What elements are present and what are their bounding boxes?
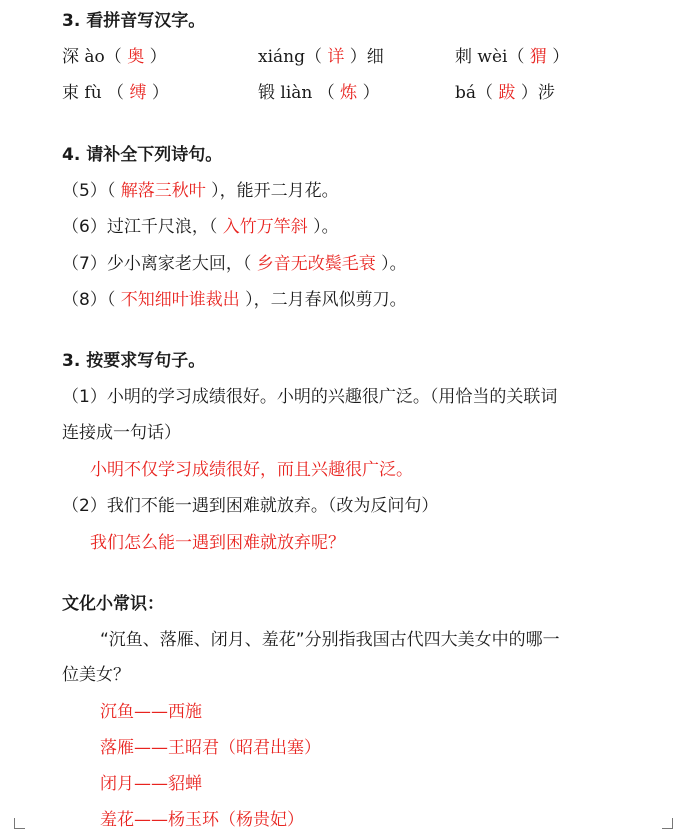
pinyin-item: xiáng（ 详 ）细 [258,47,384,67]
question-text: （2）我们不能一遇到困难就放弃。（改为反问句） [62,496,439,516]
answer-text: 奥 [127,47,145,67]
pinyin-item: 深 ào（ 奥 ） [62,47,167,67]
poem-line: （6）过江千尺浪，（ 入竹万竿斜 ）。 [62,217,339,237]
poem-line: （5）（ 解落三秋叶 ），能开二月花。 [62,181,339,201]
answer-text: 详 [327,47,345,67]
answer-text: 不知细叶谁裁出 [120,290,240,310]
answer-text: 缚 [129,83,147,103]
answer-text: 闭月——貂蝉 [100,774,202,794]
question-text: 连接成一句话） [62,423,181,443]
answer-text: 小明不仅学习成绩很好，而且兴趣很广泛。 [90,460,413,480]
page-corner-mark [14,818,25,829]
answer-text: 乡音无改鬓毛衰 [256,254,376,274]
pinyin-item: 束 fù （ 缚 ） [62,83,169,103]
page-corner-mark [662,818,673,829]
answer-text: 落雁——王昭君（昭君出塞） [100,738,321,758]
answer-text: 我们怎么能一遇到困难就放弃呢？ [90,533,345,553]
answer-text: 入竹万竿斜 [222,217,308,237]
answer-text: 解落三秋叶 [120,181,206,201]
answer-text: 跋 [498,83,516,103]
section-title-pinyin: 3. 看拼音写汉字。 [62,11,206,31]
poem-line: （8）（ 不知细叶谁裁出 ），二月春风似剪刀。 [62,290,407,310]
question-text: “沉鱼、落雁、闭月、羞花”分别指我国古代四大美女中的哪一 [100,630,560,650]
answer-text: 羞花——杨玉环（杨贵妃） [100,810,304,830]
poem-line: （7）少小离家老大回，（ 乡音无改鬓毛衰 ）。 [62,254,407,274]
section-title-culture: 文化小常识： [62,594,164,614]
pinyin-item: bá（ 跋 ）涉 [455,83,555,103]
section-title-poems: 4. 请补全下列诗句。 [62,145,223,165]
section-title-sentences: 3. 按要求写句子。 [62,351,206,371]
answer-text: 炼 [340,83,358,103]
answer-text: 沉鱼——西施 [100,702,202,722]
pinyin-item: 锻 liàn （ 炼 ） [258,83,380,103]
question-text: （1）小明的学习成绩很好。小明的兴趣很广泛。（用恰当的关联词 [62,387,558,407]
pinyin-item: 刺 wèi（ 猬 ） [455,47,570,67]
question-text: 位美女？ [62,665,130,685]
answer-text: 猬 [529,47,547,67]
